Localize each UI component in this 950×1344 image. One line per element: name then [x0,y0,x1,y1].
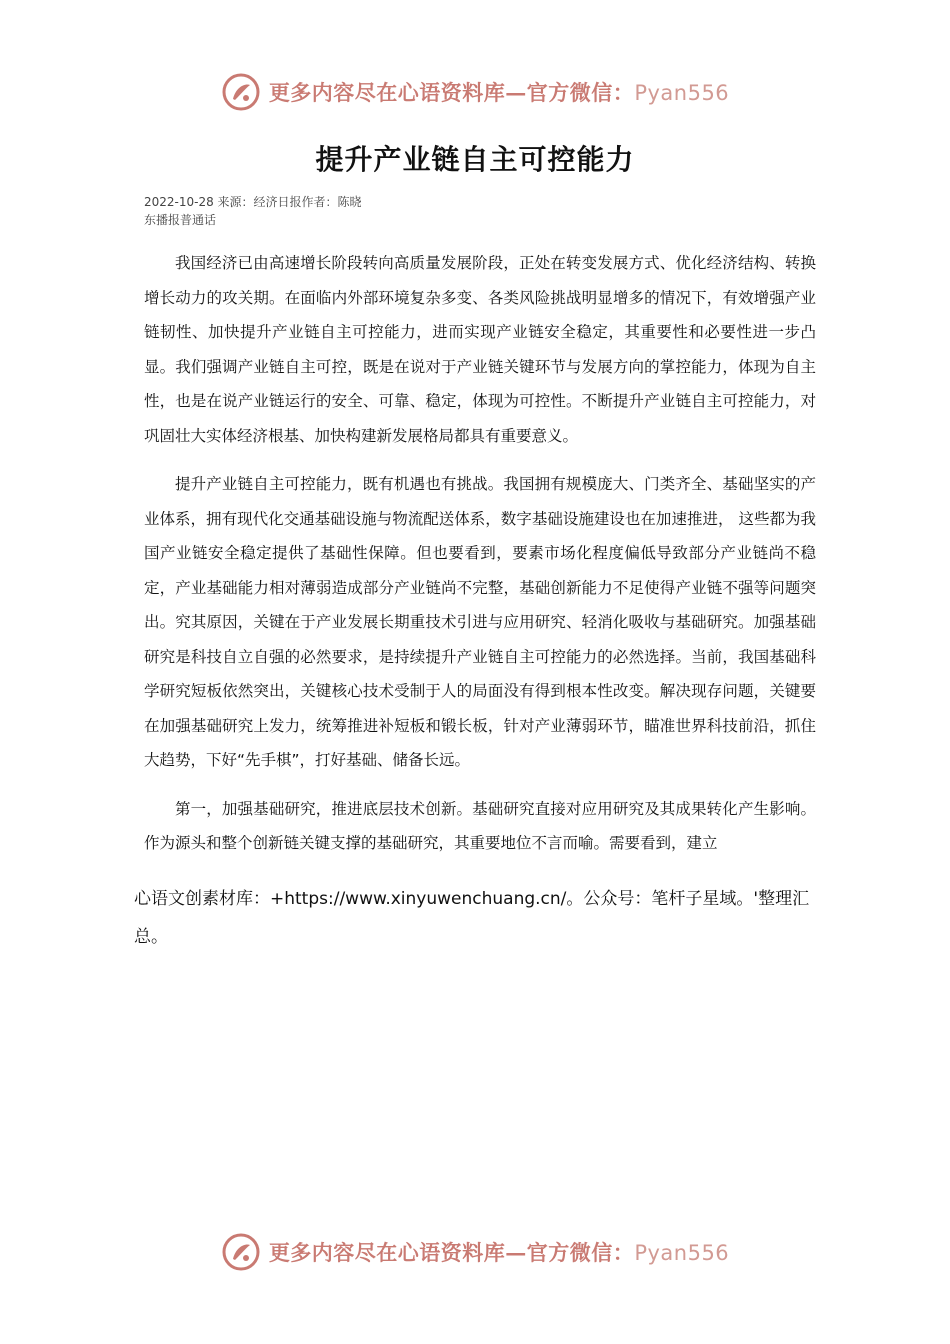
banner-wechat-id: Pyan556 [634,1241,730,1265]
banner-text [269,77,729,107]
article-meta [144,193,564,229]
paragraph-3: 第一，加强基础研究，推进底层技术创新。基础研究直接对应用研究及其成果转化产生影响。作为源头和整个创新链关键支撑的基础研究，其重要地位不言而喻。需要看到，建立 [144,799,816,852]
banner-text [269,1237,729,1267]
article-title: 提升产业链自主可控能力 [315,143,635,176]
seal-logo-icon [221,72,261,112]
article-date-source: 2022-10-28 来源：经济日报作者：陈晓 [144,195,362,209]
paragraph-1: 我国经济已由高速增长阶段转向高质量发展阶段，正处在转变发展方式、优化经济结构、转换增长动力的攻关期。在面临内外部环境复杂多变、各类风险挑战明显增多的情况下，有效增强产业链韧性、加快提升产业链自主可控能力，进而实现产业链安全稳定，其重要性和必要性进一步凸显。我们强调产业链自主可控，既是在说对于产业链关键环节与发展方向的掌控能力，体现为自主性，也是在说产业链运行的安全、可靠、稳定，体现为可控性。不断提升产业链自主可控能力，对巩固壮大实体经济根基、加快构建新发展格局都具有重要意义。 [144,254,816,445]
top-banner [0,70,950,114]
bottom-banner [0,1230,950,1274]
audio-broadcast-label: 东播报普通话 [144,213,217,227]
banner-label: 更多内容尽在心语资料库—官方微信： [268,80,635,105]
paragraph-2: 提升产业链自主可控能力，既有机遇也有挑战。我国拥有规模庞大、门类齐全、基础坚实的产业体系，拥有现代化交通基础设施与物流配送体系，数字基础设施建设也在加速推进， 这些都为我国产业链安全稳定提供了基础性保障。但也要看到，要素市场化程度偏低导致部分产业链尚不稳定，产业基础能力相对薄弱造成部分产业链尚不完整，基础创新能力不足使得产业链不强等问题突出。究其原因，关键在于产业发展长期重技术引进与应用研究、轻消化吸收与基础研究。加强基础研究是科技自立自强的必然要求，是持续提升产业链自主可控能力的必然选择。当前，我国基础科学研究短板依然突出，关键核心技术受制于人的局面没有得到根本性改变。解决现存问题，关键要在加强基础研究上发力，统筹推进补短板和锻长板，针对产业薄弱环节，瞄准世界科技前沿，抓住大趋势，下好“先手棋”，打好基础、储备长远。 [144,475,816,769]
banner-wechat-id: Pyan556 [634,81,730,105]
banner-label: 更多内容尽在心语资料库—官方微信： [268,1240,635,1265]
seal-logo-icon [221,1232,261,1272]
source-note: 心语文创素材库：+https://www.xinyuwenchuang.cn/。公众号：笔杆子星域。'整理汇总。 [134,889,810,947]
article-body [144,246,816,861]
